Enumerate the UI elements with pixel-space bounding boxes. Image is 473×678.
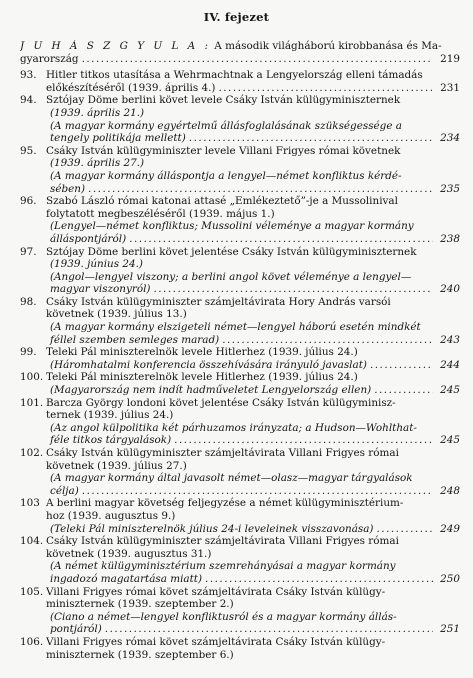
toc-section-line	[20, 40, 460, 53]
entry-number: 99.	[20, 346, 37, 359]
entry-number: 106.	[20, 635, 44, 648]
entry-body	[46, 447, 460, 497]
entry-note-line: (Az angol külpolitika két párhuzamos irányzata; a Hudson—Wohlthat-	[50, 421, 417, 434]
entry-title-line: Teleki Pál miniszterelnök levele Hitlerhez (1939. július 24.)	[46, 346, 358, 359]
page-number: 231	[440, 81, 460, 94]
entry-title-line: követnek (1939. július 13.)	[46, 308, 187, 321]
toc-entry-row	[20, 246, 460, 296]
page-number: 243	[440, 333, 460, 346]
entry-number: 96.	[20, 195, 37, 208]
toc-entry-row	[20, 371, 460, 396]
page-number: 219	[440, 52, 460, 65]
entry-title-line: Csáky István külügyminiszter levele Villani Frigyes római követnek	[46, 144, 401, 157]
entry-note-line: (1939. április 21.)	[50, 106, 145, 119]
entry-title-line: Villani Frigyes római követ számjeltávirata Csáky István külügy-	[46, 635, 386, 648]
dot-leader	[129, 233, 433, 246]
page-number: 245	[440, 384, 460, 397]
toc-entry	[20, 535, 460, 585]
entry-note-line: (Ciano a német—lengyel konfliktusról és a magyar kormány állás-	[50, 610, 397, 623]
toc-entry	[20, 636, 460, 661]
dot-leader	[370, 359, 433, 372]
dot-leader	[374, 384, 433, 397]
entry-last-line	[46, 485, 460, 498]
entry-last-line	[46, 623, 460, 636]
entry-note-line: (A magyar kormány egyértelmű állásfoglalásának szükségessége a	[50, 119, 402, 132]
toc-entry	[20, 246, 460, 296]
entry-last-line	[46, 183, 460, 196]
entry-title-line: követnek (1939. július 27.)	[46, 459, 187, 472]
entry-last-line	[46, 82, 460, 95]
entry-note-end: tengely politikája mellett)	[50, 132, 186, 145]
entry-title-line: Teleki Pál miniszterelnök levele Hitlerhez (1939. július 24.)	[46, 371, 358, 384]
toc-entry	[20, 371, 460, 396]
page-number: 250	[440, 572, 460, 585]
entry-body	[46, 497, 460, 535]
section-title-line: A második világháború kirobbanása és Ma-	[214, 40, 442, 52]
entry-note-line: (1939. június 24.)	[50, 258, 143, 271]
entry-number: 95.	[20, 144, 37, 157]
section-author: J U H Á S Z G Y U L A :	[20, 40, 211, 52]
entry-title-line: Sztójay Döme berlini követ jelentése Csáky István külügyminiszternek	[46, 245, 417, 258]
dot-leader	[205, 573, 433, 586]
entry-body	[46, 246, 460, 296]
entry-number: 102.	[20, 447, 44, 459]
entry-number: 105.	[20, 585, 44, 598]
entry-number: 100.	[20, 371, 44, 384]
entry-body	[46, 69, 460, 94]
toc-entry	[20, 195, 460, 245]
entry-last-line	[46, 233, 460, 246]
page-number: 249	[440, 522, 460, 535]
toc-entry	[20, 69, 460, 94]
entry-title-line: Barcza György londoni követ jelentése Csáky István külügyminisz-	[46, 396, 396, 409]
toc-entry	[20, 447, 460, 497]
page-number: 238	[440, 232, 460, 245]
entry-number: 101.	[20, 396, 44, 409]
entry-note-end: magyar viszonyról)	[50, 283, 151, 296]
page-number: 235	[440, 182, 460, 195]
dot-leader	[153, 283, 433, 296]
dot-leader	[82, 53, 433, 66]
toc-entry	[20, 346, 460, 371]
entry-body	[46, 346, 460, 371]
dot-leader	[222, 334, 433, 347]
entry-last-line	[46, 283, 460, 296]
page-number: 245	[440, 434, 460, 447]
entry-title-line: követnek (1939. augusztus 31.)	[46, 547, 212, 560]
entry-note-line: (Angol—lengyel viszony; a berlini angol követ véleménye a lengyel—	[50, 270, 412, 283]
entry-title-line: A berlini magyar követség feljegyzése a német külügyminisztérium-	[46, 497, 404, 510]
entry-note-line: (A német külügyminisztérium szemrehányásai a magyar kormány	[50, 560, 396, 573]
entry-title-end: előkészítéséről (1939. április 4.)	[46, 81, 216, 94]
dot-leader	[82, 485, 433, 498]
toc-entry	[20, 397, 460, 447]
dot-leader	[174, 434, 433, 447]
entry-note-line: (A magyar kormány elszigeteli német—lengyel háború esetén mindkét	[50, 321, 421, 334]
dot-leader	[88, 183, 433, 196]
toc-entry-row	[20, 397, 460, 447]
toc-entry-row	[20, 636, 460, 661]
toc-entry	[20, 94, 460, 144]
entry-body	[46, 195, 460, 245]
entry-title-line: Csáky István külügyminiszter számjeltávirata Hory András varsói	[46, 295, 391, 308]
entry-number: 104.	[20, 535, 44, 548]
toc-entry-row	[20, 296, 460, 346]
toc-entry-row	[20, 69, 460, 94]
toc-entry	[20, 296, 460, 346]
entry-note-end: féle titkos tárgyalások)	[50, 434, 172, 447]
toc-entry-row	[20, 195, 460, 245]
entry-title-line: Villani Frigyes római követ számjeltávirata Csáky István külügy-	[46, 585, 386, 598]
entry-note-end: ingadozó magatartása miatt)	[50, 572, 203, 585]
entry-title-line: Csáky István külügyminiszter számjeltávirata Villani Frigyes római	[46, 447, 399, 459]
entry-note-end: célja)	[50, 484, 79, 497]
toc-section-entry	[20, 40, 460, 65]
entry-body	[46, 397, 460, 447]
entry-body	[46, 535, 460, 585]
entry-body	[46, 94, 460, 144]
entry-note-end: féllel szemben semleges marad)	[50, 333, 220, 346]
entry-last-line	[46, 384, 460, 397]
entry-note-line: (A magyar kormány álláspontja a lengyel—német konfliktus kérdé-	[50, 169, 402, 182]
entry-title-line: Sztójay Döme berlini követ levele Csáky István külügyminiszternek	[46, 94, 401, 107]
entry-number: 94.	[20, 94, 37, 107]
entry-title-line: ternek (1939. július 24.)	[46, 409, 174, 422]
entry-title-line: miniszternek (1939. szeptember 6.)	[46, 648, 234, 661]
dot-leader	[218, 82, 433, 95]
toc-entry	[20, 145, 460, 195]
page-number: 251	[440, 623, 460, 636]
toc-section-row	[20, 40, 460, 65]
toc-entry	[20, 497, 460, 535]
toc-entry-row	[20, 94, 460, 144]
entry-note-end: pontjáról)	[50, 623, 102, 636]
toc-entry-row	[20, 346, 460, 371]
toc-entry	[20, 586, 460, 636]
toc-entry-row	[20, 145, 460, 195]
entry-note-end: (Teleki Pál miniszterelnök július 24-i leveleinek visszavonása)	[50, 522, 374, 535]
entry-last-line	[46, 523, 460, 536]
entry-note-end: sében)	[50, 182, 86, 195]
toc-entry-row	[20, 535, 460, 585]
entry-title-line: Hitler titkos utasítása a Wehrmachtnak a Lengyelország elleni támadás	[46, 69, 423, 82]
toc-section-body	[20, 40, 460, 65]
table-of-contents	[20, 40, 460, 661]
section-title-end: gyarország	[20, 52, 79, 65]
entry-last-line	[46, 132, 460, 145]
page-number: 240	[440, 283, 460, 296]
entry-body	[46, 145, 460, 195]
toc-section-last-line	[20, 53, 460, 66]
entry-note-end: (Magyarország nem indít hadműveletet Lengyelország ellen)	[50, 384, 372, 397]
entry-title-line: folytatott megbeszéléséről (1939. május 1.)	[46, 207, 275, 220]
entry-last-line	[46, 359, 460, 372]
page-number: 244	[440, 358, 460, 371]
entry-note-line: (A magyar kormány által javasolt német—olasz—magyar tárgyalások	[50, 472, 413, 485]
entry-body	[46, 296, 460, 346]
entry-body	[46, 586, 460, 636]
page-number: 248	[440, 484, 460, 497]
entry-last-line	[46, 434, 460, 447]
entry-note-line: (Lengyel—német konfliktus; Mussolini véleménye a magyar kormány	[50, 220, 414, 233]
dot-leader	[189, 132, 433, 145]
entry-number: 103	[20, 497, 40, 510]
chapter-title: IV. fejezet	[203, 10, 270, 24]
dot-leader	[376, 523, 433, 536]
entry-number: 97.	[20, 245, 37, 258]
entry-title-line: Szabó László római katonai attasé „Emlékeztető”-je a Mussolinival	[46, 195, 398, 208]
entry-number: 93.	[20, 69, 37, 82]
entry-note-end: (Háromhatalmi konferencia összehívására irányuló javaslat)	[50, 358, 367, 371]
entry-title-line: hoz (1939. augusztus 9.)	[46, 509, 176, 522]
entry-last-line	[46, 573, 460, 586]
entry-body	[46, 371, 460, 396]
entry-note-end: álláspontjáról)	[50, 232, 127, 245]
entry-number: 98.	[20, 295, 37, 308]
page-number: 234	[440, 132, 460, 145]
entry-title-line: Csáky István külügyminiszter számjeltávirata Villani Frigyes római	[46, 535, 399, 548]
toc-entry-row	[20, 447, 460, 497]
entry-body	[46, 636, 460, 661]
toc-entry-row	[20, 497, 460, 535]
dot-leader	[105, 623, 433, 636]
toc-entry-row	[20, 586, 460, 636]
entry-note-line: (1939. április 27.)	[50, 157, 145, 170]
entry-last-line	[46, 334, 460, 347]
entry-title-line: miniszternek (1939. szeptember 2.)	[46, 598, 234, 611]
